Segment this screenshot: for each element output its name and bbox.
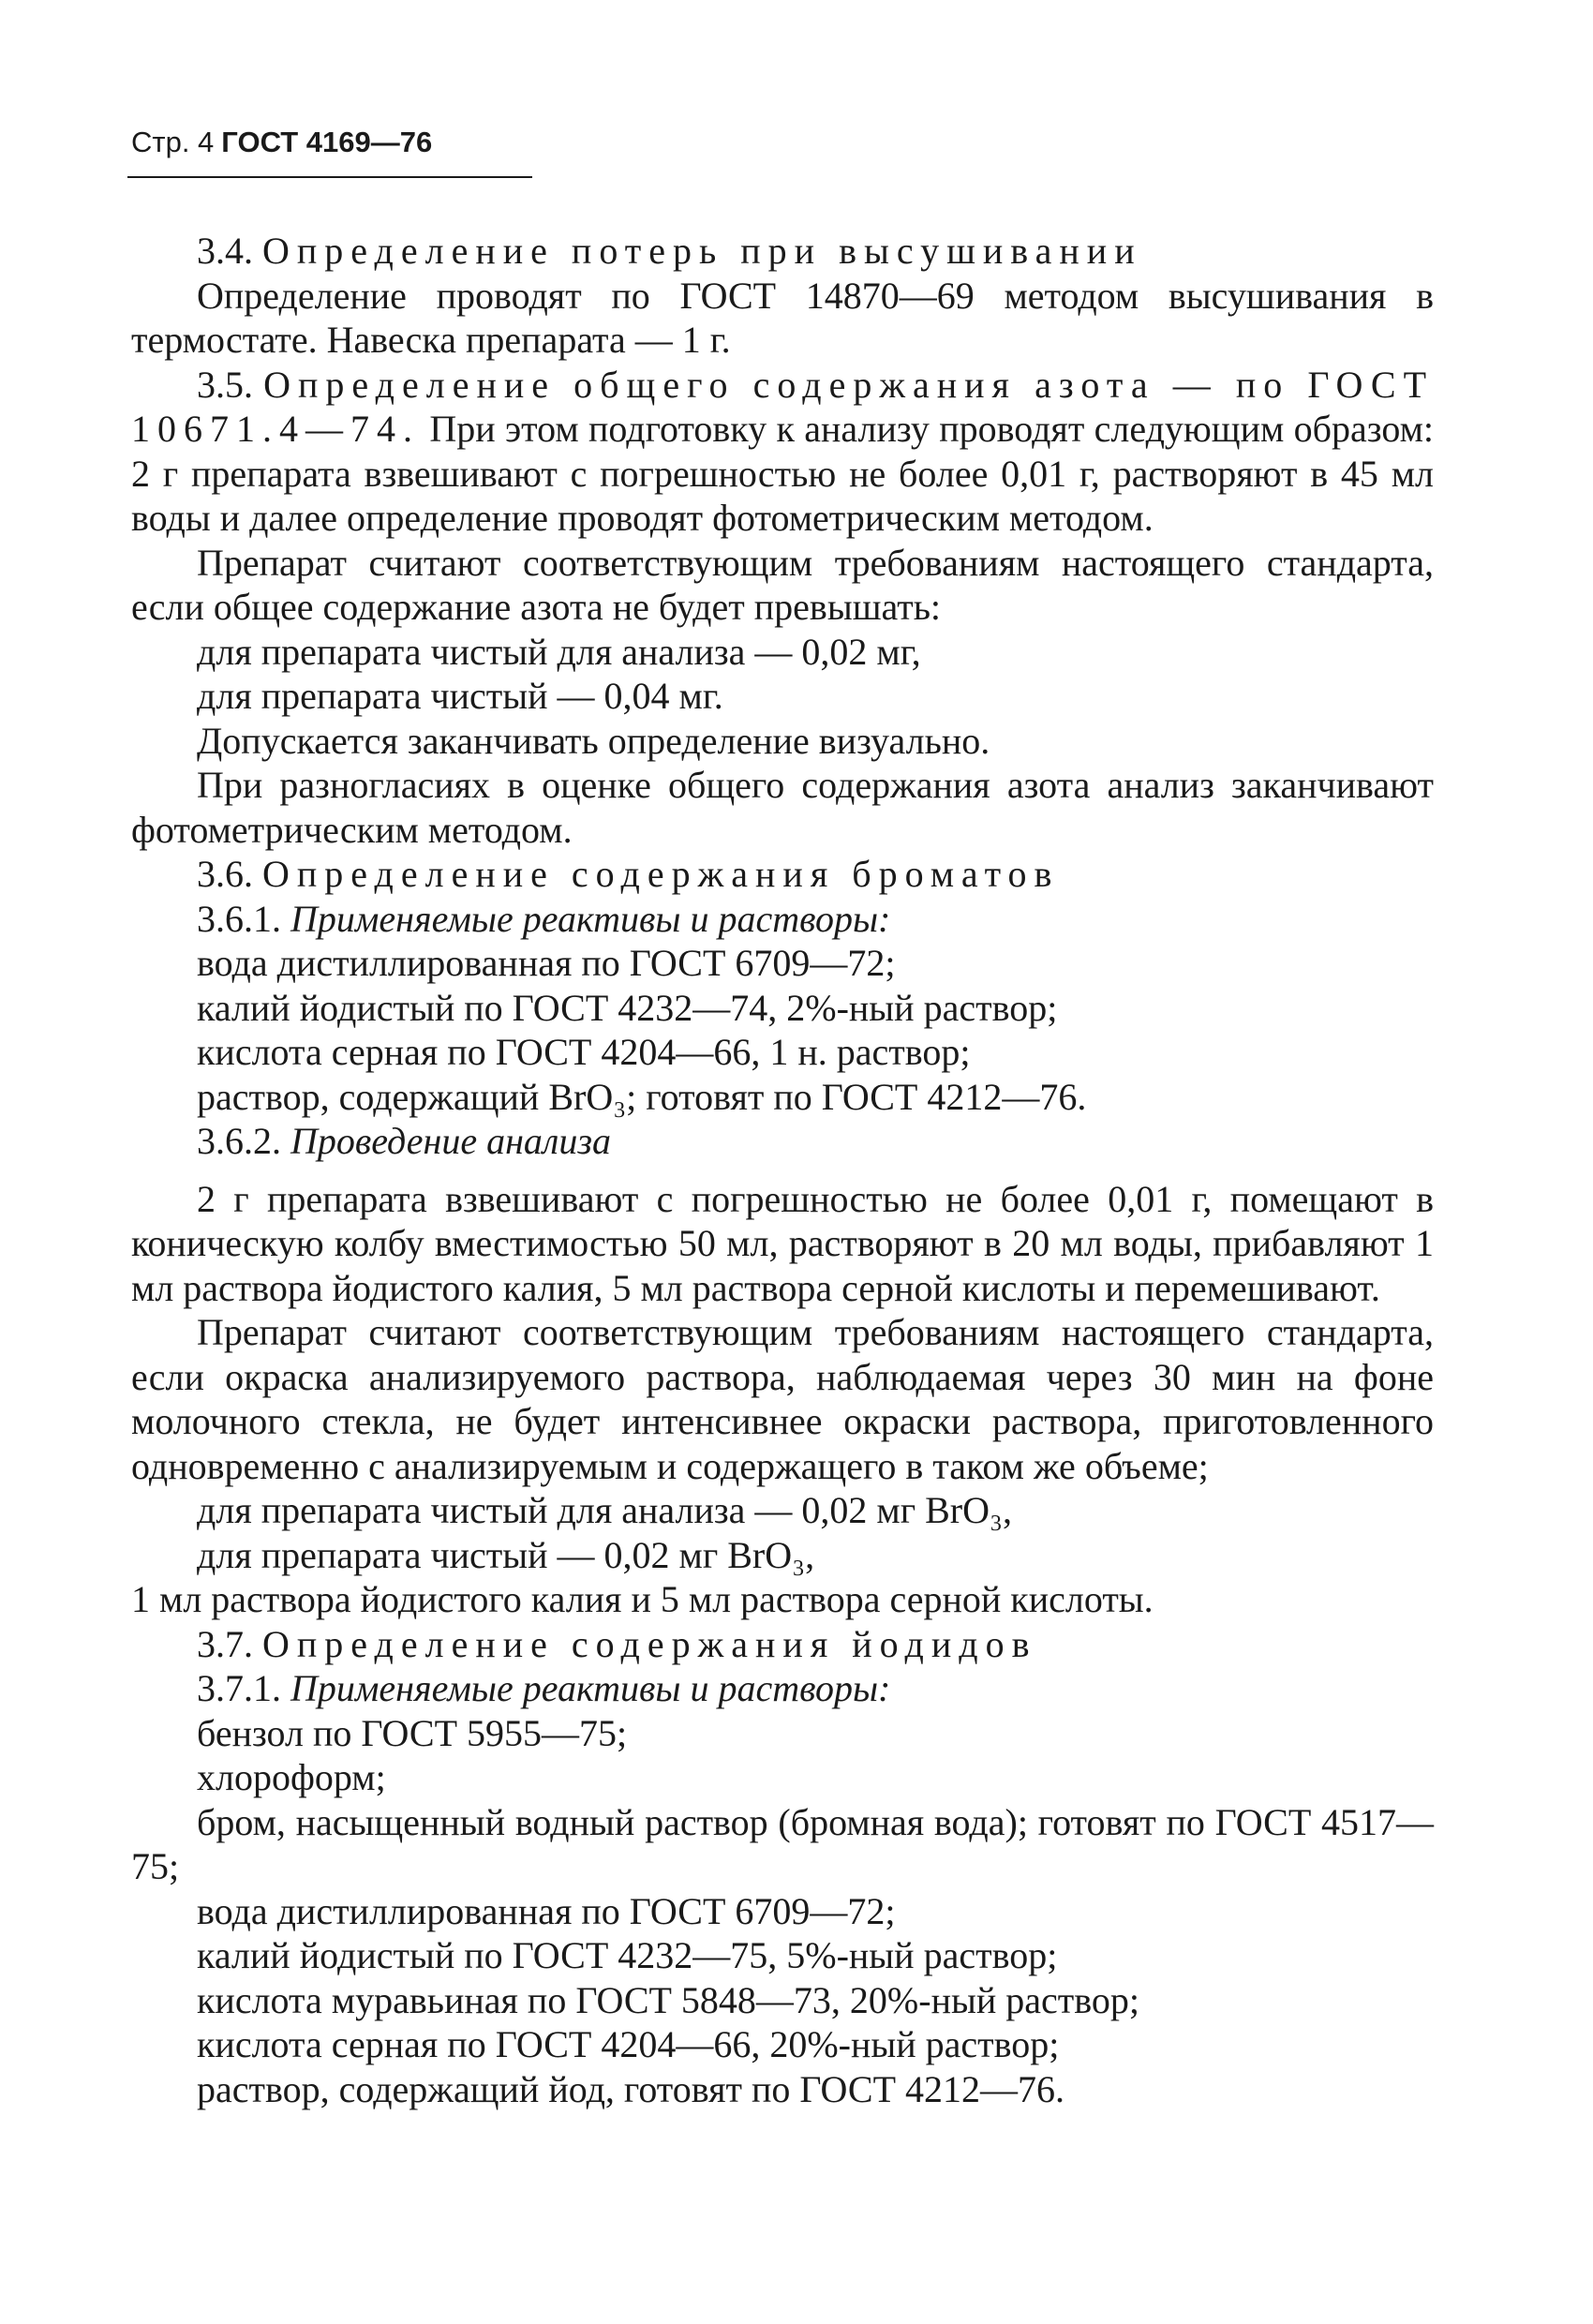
- section-3-5-visual-note: Допускается заканчивать определение визуально.: [197, 719, 990, 762]
- reagent-item: раствор, содержащий BrO₃; готовят по ГОСТ 4212—76.: [197, 1075, 1087, 1118]
- section-3-5-heading: 3.5. Определение общего содержания азота — по ГОСТ 10671.4—74. При этом подготовку к анализу проводят следующим образом: 2 г препарата взвешивают с погрешностью не более 0,01 г, растворяют в 45 мл воды и далее определение проводят фотометрическим методом.: [131, 363, 1435, 539]
- reagent-item: вода дистиллированная по ГОСТ 6709—72;: [197, 942, 896, 984]
- section-3-4-body: Определение проводят по ГОСТ 14870—69 методом высушивания в термостате. Навеска препарата — 1 г.: [131, 274, 1434, 361]
- section-3-6-heading: 3.6. Определение содержания броматов: [197, 853, 1060, 895]
- section-3-5-requirement: Препарат считают соответствующим требованиям настоящего стандарта, если общее содержание азота не будет превышать:: [131, 541, 1434, 628]
- reagent-item: калий йодистый по ГОСТ 4232—74, 2%-ный раствор;: [197, 986, 1058, 1029]
- reagent-item: кислота муравьиная по ГОСТ 5848—73, 20%-ный раствор;: [197, 1978, 1139, 2021]
- limit-line: для препарата чистый для анализа — 0,02 мг,: [197, 630, 921, 673]
- header-rule: [127, 176, 532, 178]
- section-3-6-2-requirement: Препарат считают соответствующим требованиям настоящего стандарта, если окраска анализируемого раствора, наблюдаемая через 30 мин на фоне молочного стекла, не будет интенсивнее окраски раствора, приготовленного одновременно с анализируемым и содержащего в таком же объеме;: [131, 1311, 1434, 1487]
- reagent-item: хлороформ;: [197, 1756, 386, 1798]
- section-3-4-heading: 3.4. Определение потерь при высушивании: [197, 230, 1142, 272]
- section-3-7-heading: 3.7. Определение содержания йодидов: [197, 1622, 1037, 1665]
- reagent-item: бензол по ГОСТ 5955—75;: [197, 1711, 628, 1754]
- page-header: [131, 126, 432, 159]
- limit-line: для препарата чистый — 0,04 мг.: [197, 675, 723, 717]
- reagent-item: калий йодистый по ГОСТ 4232—75, 5%-ный раствор;: [197, 1934, 1058, 1976]
- section-3-6-2-body: 2 г препарата взвешивают с погрешностью не более 0,01 г, помещают в коническую колбу вместимостью 50 мл, растворяют в 20 мл воды, прибавляют 1 мл раствора йодистого калия, 5 мл раствора серной кислоты и перемешивают.: [131, 1177, 1434, 1309]
- spacer: [131, 1164, 1434, 1177]
- reagent-item: кислота серная по ГОСТ 4204—66, 1 н. раствор;: [197, 1031, 971, 1073]
- reagent-item: раствор, содержащий йод, готовят по ГОСТ 4212—76.: [197, 2067, 1065, 2110]
- section-3-6-2-heading: 3.6.2. Проведение анализа: [197, 1120, 611, 1162]
- section-3-5-dispute-note: При разногласиях в оценке общего содержания азота анализ заканчивают фотометрическим методом.: [131, 764, 1434, 851]
- section-3-6-2-tail: 1 мл раствора йодистого калия и 5 мл раствора серной кислоты.: [131, 1578, 1154, 1620]
- page-number: Стр. 4: [131, 126, 215, 158]
- document-body: [131, 229, 1434, 2111]
- reagent-item: вода дистиллированная по ГОСТ 6709—72;: [197, 1889, 896, 1932]
- limit-line: для препарата чистый для анализа — 0,02 мг BrO₃,: [197, 1489, 1012, 1531]
- standard-code: ГОСТ 4169—76: [221, 126, 433, 158]
- reagent-item: кислота серная по ГОСТ 4204—66, 20%-ный раствор;: [197, 2023, 1060, 2065]
- reagent-item: бром, насыщенный водный раствор (бромная вода); готовят по ГОСТ 4517—75;: [131, 1800, 1434, 1887]
- limit-line: для препарата чистый — 0,02 мг BrO₃,: [197, 1533, 815, 1576]
- section-3-7-1-heading: 3.7.1. Применяемые реактивы и растворы:: [197, 1667, 891, 1709]
- section-3-6-1-heading: 3.6.1. Применяемые реактивы и растворы:: [197, 897, 891, 940]
